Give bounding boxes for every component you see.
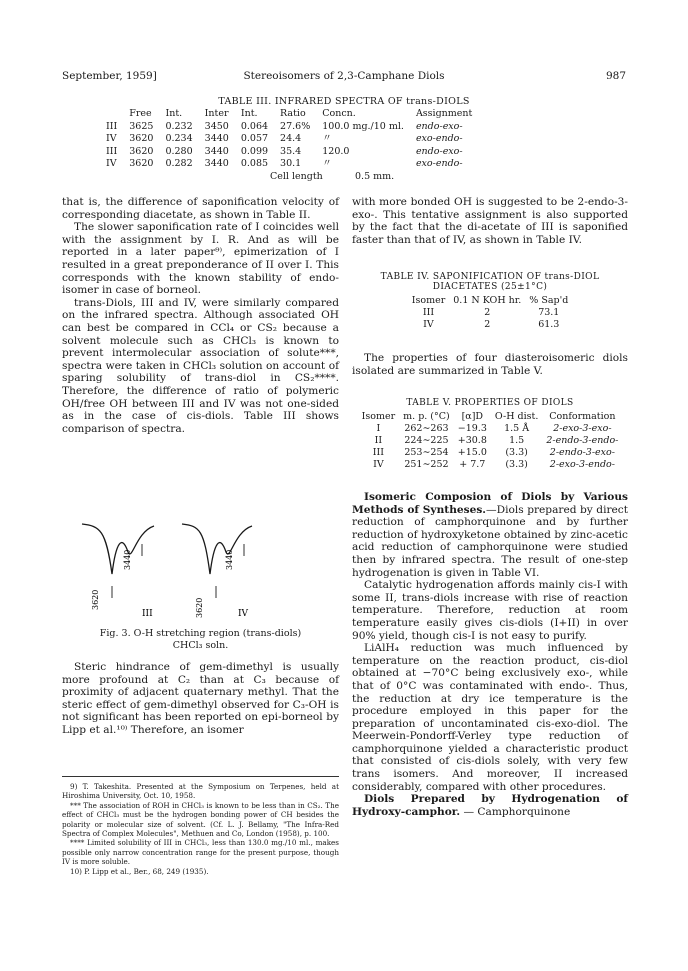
table-cell: 2 xyxy=(484,307,491,318)
table-header-cell xyxy=(100,108,123,121)
table-cell: IV xyxy=(423,319,434,330)
table-cell: exo-endo- xyxy=(415,133,463,144)
running-header-title: Stereoisomers of 2,3-Camphane Diols xyxy=(243,70,445,82)
paragraph: with more bonded OH is suggested to be 2-endo-3-exo-. This tentative assignment is also supported by the fact that the di-acetate of III is saponified faster than that of IV, as shown in Table IV. xyxy=(352,196,628,246)
table-cell: 3620 xyxy=(129,158,154,169)
table-cell: III xyxy=(422,307,435,318)
table-row xyxy=(358,423,623,435)
figure-3-caption xyxy=(62,628,339,652)
table-cell: +15.0 xyxy=(457,447,487,458)
figure-3 xyxy=(62,512,339,651)
table5-block xyxy=(352,398,628,471)
caption-line: Fig. 3. O-H stretching region (trans-diols) xyxy=(99,628,302,639)
table-cell: (3.3) xyxy=(505,447,528,458)
table-cell: endo-exo- xyxy=(415,145,463,157)
table-cell: 27.6% xyxy=(280,120,311,132)
label-3440-iii: 3440 xyxy=(123,549,132,570)
table-cell: 3440 xyxy=(204,133,229,144)
footnotes xyxy=(62,782,339,876)
spectrum-iv xyxy=(182,524,252,574)
table-header-cell: m. p. (°C) xyxy=(403,411,450,422)
table4-title: DIACETATES (25±1°C) xyxy=(432,282,548,292)
table5 xyxy=(358,411,623,471)
page-number: 987 xyxy=(605,70,626,82)
table-cell: III xyxy=(106,120,118,132)
footnote-4star: **** Limited solubility of III in CHCl₃, less than 130.0 mg./10 ml., makes possible only narrow concentration range for the present purpose, though IV is more soluble. xyxy=(62,838,339,867)
table-cell: 100.0 mg./10 ml. xyxy=(322,120,404,132)
table-cell: 2-endo-3-exo- xyxy=(549,447,615,458)
spectrum-iii xyxy=(82,524,154,574)
left-column-lower-text xyxy=(62,661,339,737)
table-cell: 251∼252 xyxy=(404,459,449,470)
table-cell: 0.234 xyxy=(165,133,193,144)
table-header-cell: Isomer xyxy=(361,411,396,422)
table-cell: 0.064 xyxy=(240,120,269,132)
table-header-cell: Inter xyxy=(204,108,229,119)
table-cell: 0.280 xyxy=(165,145,193,157)
paragraph: Steric hindrance of gem-dimethyl is usually more profound at C₂ than at C₃ because of proximity of adjacent quaternary methyl. That the steric effect of gem-dimethyl observed for C₃-OH is not significant has been reported on epi-borneol by Lipp et al.¹⁰⁾ Therefore, an isomer xyxy=(62,661,339,736)
label-iii: III xyxy=(142,609,153,619)
label-3620-iv: 3620 xyxy=(195,597,204,618)
table5-title: TABLE V. PROPERTIES OF DIOLS xyxy=(406,398,574,408)
table-header-cell: Ratio xyxy=(280,108,306,119)
table-header-row xyxy=(100,108,478,121)
paragraph: The slower saponification rate of I coincides well with the assignment by I. R. And as will be reported in a later paper⁹⁾, epimerization of I resulted in a great preponderance of II over I. This corresponds with the known stability of endo-isomer in case of borneol. xyxy=(62,221,339,297)
table-header-cell: [α]D xyxy=(461,411,484,422)
table-cell: 3620 xyxy=(129,145,154,157)
table-row xyxy=(408,307,573,319)
ir-spectrum-plot xyxy=(62,512,339,622)
table-row xyxy=(358,447,623,459)
table-header-cell: 0.1 N KOH hr. xyxy=(453,295,522,306)
table-header-row xyxy=(358,411,623,423)
table-cell: 2-endo-3-endo- xyxy=(546,435,619,446)
table-cell: 2 xyxy=(484,319,491,330)
table-header-cell: Concn. xyxy=(322,108,356,119)
footnote-9: 9) T. Takeshita. Presented at the Symposium on Terpenes, held at Hiroshima University, Oct. 10, 1958. xyxy=(62,782,339,801)
footnote-3star: *** The association of ROH in CHCl₃ is known to be less than in CS₂. The effect of CHCl₃ must be the hydrogen bonding power of CH besides the polarity or molecular size of solvent. (Cf. L. J. Bellamy, "The Infra-Red Spectra of Complex Molecules", Methuen and Co, London (1958), p. 100. xyxy=(62,800,339,839)
table-cell: endo-exo- xyxy=(415,120,463,132)
table-cell: 73.1 xyxy=(538,307,560,318)
table-row xyxy=(358,435,623,447)
table-cell: 0.099 xyxy=(240,145,269,157)
caption-line: CHCl₃ soln. xyxy=(172,640,229,651)
running-header-date: September, 1959] xyxy=(62,70,157,82)
table-cell: +30.8 xyxy=(457,435,487,446)
table-cell: I xyxy=(376,423,381,434)
table-header-cell: % Sap'd xyxy=(529,295,569,306)
table-header-row xyxy=(408,295,573,307)
table-cell: 0.232 xyxy=(165,120,193,132)
table-cell: IV xyxy=(106,133,117,144)
table-cell: II xyxy=(374,435,383,446)
paragraph: that is, the difference of saponification velocity of corresponding diacetate, as shown in Table II. xyxy=(62,196,339,221)
label-iv: IV xyxy=(238,609,249,619)
table-cell: 224∼225 xyxy=(404,435,449,446)
table-cell: 〃 xyxy=(322,133,332,144)
paragraph-text: — Camphorquinone xyxy=(463,805,571,818)
table-cell: 24.4 xyxy=(280,133,302,144)
table-cell: III xyxy=(372,447,384,458)
table-header-cell: O-H dist. xyxy=(494,411,539,422)
section-heading: Isomeric Composion of Diols by Various Methods of Syntheses. xyxy=(352,491,628,516)
table-cell: IV xyxy=(373,459,384,470)
table-header-cell: Int. xyxy=(165,108,183,119)
paragraph xyxy=(352,793,628,818)
footnote-divider xyxy=(62,776,339,777)
table-header-cell: Isomer xyxy=(411,295,446,306)
table-cell: 2-exo-3-endo- xyxy=(549,459,615,470)
table-cell: 0.085 xyxy=(240,158,269,169)
table3-cell-length-label: Cell length xyxy=(270,171,323,182)
table-cell: (3.3) xyxy=(505,459,528,470)
paragraph xyxy=(352,491,628,579)
table-cell: 2-exo-3-exo- xyxy=(553,423,612,434)
table-row xyxy=(100,121,478,134)
table4-title: TABLE IV. SAPONIFICATION OF trans-DIOL xyxy=(380,272,600,282)
paragraph-text: —Diols prepared by direct reduction of camphorquinone and by further reduction of hydroxyketone obtained by zinc-acetic acid reduction of camphorquinone were studied then by infrared spectra. The result of one-step hydrogenation is given in Table VI. xyxy=(352,503,628,579)
table-cell: 253∼254 xyxy=(404,447,449,458)
table-row xyxy=(358,459,623,471)
table-cell: 30.1 xyxy=(280,158,302,169)
table3-cell-length-value: 0.5 mm. xyxy=(355,171,395,182)
right-column-text xyxy=(352,352,628,377)
table-header-cell: Free xyxy=(129,108,152,119)
right-column-lower-text xyxy=(352,491,628,818)
table-row xyxy=(100,158,478,171)
paragraph: The properties of four diasteroisomeric diols isolated are summarized in Table V. xyxy=(352,352,628,377)
table-cell: 262∼263 xyxy=(404,423,449,434)
table-cell: 0.282 xyxy=(165,158,193,169)
footnote-10: 10) P. Lipp et al., Ber., 68, 249 (1935). xyxy=(70,866,209,876)
paragraph: Catalytic hydrogenation affords mainly cis-I with some II, trans-diols increase with rise of reaction temperature. Therefore, reduction at room temperature easily gives cis-diols (I+II) in over 90% yield, though cis-I is not easy to purify. xyxy=(352,579,628,642)
table-cell: 3440 xyxy=(204,145,229,157)
table-cell: 〃 xyxy=(322,158,332,169)
table3-caption: TABLE III. INFRARED SPECTRA OF trans-DIOLS xyxy=(218,96,470,107)
table4 xyxy=(408,295,573,331)
table-row xyxy=(408,319,573,331)
table4-block xyxy=(352,272,628,331)
table-cell: 1.5 Å xyxy=(504,423,530,434)
table-row xyxy=(100,146,478,159)
table-cell: 61.3 xyxy=(538,319,560,330)
table-cell: 3450 xyxy=(204,120,229,132)
paragraph: LiAlH₄ reduction was much influenced by temperature on the reaction product, cis-diol obtained at −70°C being exclusively exo-, while that of 0°C was contaminated with endo-. Thus, the reduction at dry ice temperature is the procedure employed in this paper for the preparation of uncontaminated cis-exo-diol. The Meerwein-Pondorff-Verley type reduction of camphorquinone yielded a characteristic product that consisted of cis-diols solely, with very few trans isomers. And moreover, II increased considerably, compared with other procedures. xyxy=(352,642,628,793)
table-cell: 35.4 xyxy=(280,145,302,157)
table-cell: IV xyxy=(106,158,117,169)
table-cell: exo-endo- xyxy=(415,158,463,169)
table-cell: 120.0 xyxy=(322,145,350,157)
section-heading: Diols Prepared by Hydrogenation of Hydroxy-camphor. xyxy=(352,793,628,818)
table-header-cell: Conformation xyxy=(549,411,616,422)
table-row xyxy=(100,133,478,146)
table-cell: 0.057 xyxy=(240,133,269,144)
label-3440-iv: 3440 xyxy=(225,549,234,570)
label-3620-iii: 3620 xyxy=(91,589,100,610)
paragraph: trans-Diols, III and IV, were similarly compared on the infrared spectra. Although associated OH can best be compared in CCl₄ or CS₂ because a solvent molecule such as CHCl₃ is known to prevent intermolecular association of solute***, spectra were taken in CHCl₃ solution on account of sparing solubility of trans-diol in CS₂****. Therefore, the difference of ratio of polymeric OH/free OH between III and IV was not one-sided as in the case of cis-diols. Table III shows comparison of spectra. xyxy=(62,296,339,435)
table-cell: 1.5 xyxy=(509,435,525,446)
table-cell: 3620 xyxy=(129,133,154,144)
right-column-text xyxy=(352,196,628,246)
table-cell: + 7.7 xyxy=(459,459,486,470)
table-cell: 3440 xyxy=(204,158,229,169)
table-header-cell: Assignment xyxy=(415,108,473,119)
table3 xyxy=(100,108,478,171)
table-cell: −19.3 xyxy=(457,423,487,434)
left-column-text xyxy=(62,196,339,435)
table-cell: 3625 xyxy=(129,120,154,132)
table-cell: III xyxy=(106,145,118,157)
table-header-cell: Int. xyxy=(240,108,258,119)
